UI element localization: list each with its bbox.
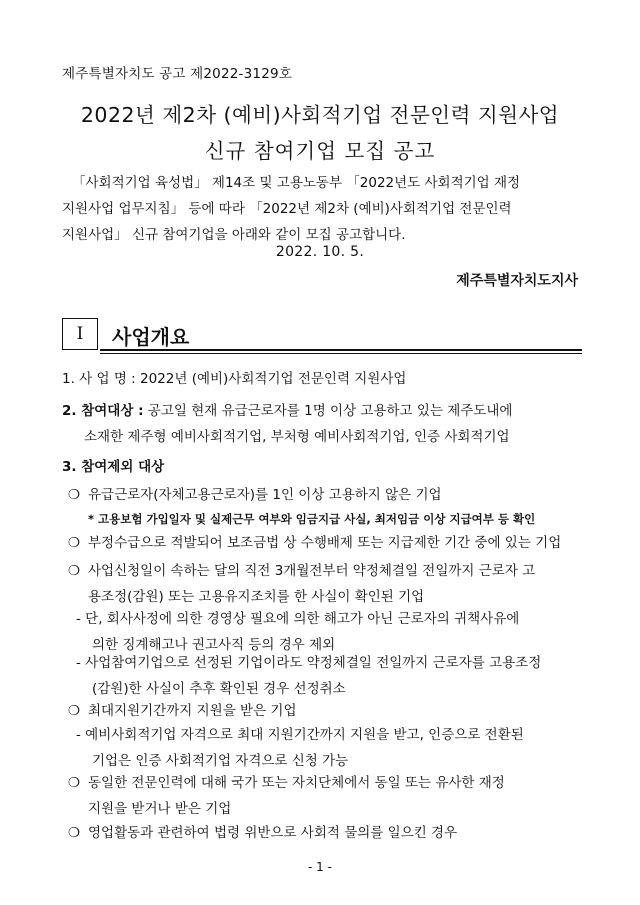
page-number: - 1 -: [308, 860, 332, 874]
section-rule-thin: [100, 353, 582, 354]
section-header: [62, 318, 582, 352]
bullet-text: 동일한 전문인력에 대해 국가 또는 자치단체에서 동일 또는 유사한 재정: [88, 775, 505, 791]
bullet-text-cont: 용조정(감원) 또는 고용유지조치를 한 사실이 확인된 기업: [88, 589, 425, 605]
exclusion-bullet: [68, 558, 584, 610]
bullet-text: 유급근로자(자체고용근로자)를 1인 이상 고용하지 않은 기업: [88, 487, 442, 503]
bullet-circle-icon: ❍: [68, 703, 81, 719]
exclusion-bullet: [68, 820, 584, 846]
section-title: 사업개요: [112, 325, 190, 349]
bullet-note: * 고용보험 가입일자 및 실제근무 여부와 임금지급 사실, 최저임금 이상 지급여부 등 확인: [88, 512, 536, 526]
section-rule: [100, 349, 582, 351]
sub-bullet-text: - 예비사회적기업 자격으로 최대 지원기간까지 지원을 받고, 인증으로 전환된: [76, 727, 524, 743]
bullet-circle-icon: ❍: [68, 563, 81, 579]
sub-bullet-text-cont: (감원)한 사실이 추후 확인된 경우 선정취소: [92, 681, 346, 697]
notice-date: 2022. 10. 5.: [275, 244, 365, 260]
issuer-name: 제주특별자치도지사: [456, 273, 578, 289]
document-title: 2022년 제2차 (예비)사회적기업 전문인력 지원사업: [80, 103, 560, 127]
sub-bullet-text-cont: 의한 징계해고나 권고사직 등의 경우 제외: [92, 637, 336, 653]
item-project-name: [62, 366, 406, 392]
sub-bullet-text: - 단, 회사사정에 의한 경영상 필요에 의한 해고가 아닌 근로자의 귀책사유에: [76, 611, 520, 627]
sub-bullet-text-cont: 기업은 인증 사회적기업 자격으로 신청 가능: [92, 753, 349, 769]
bullet-circle-icon: ❍: [68, 487, 81, 503]
section-number: Ⅰ: [62, 318, 98, 350]
notice-number: 제주특별자치도 공고 제2022-3129호: [62, 66, 293, 82]
intro-line: 지원사업 업무지침」 등에 따라 「2022년 제2차 (예비)사회적기업 전문인력: [62, 201, 512, 217]
intro-line: 지원사업」 신규 참여기업을 아래와 같이 모집 공고합니다.: [62, 227, 406, 243]
item-value: 공고일 현재 유급근로자를 1명 이상 고용하고 있는 제주도내에: [147, 403, 513, 419]
bullet-text: 사업신청일이 속하는 달의 직전 3개월전부터 약정체결일 전일까지 근로자 고: [88, 563, 536, 579]
exclusion-bullet: [68, 530, 584, 556]
bullet-text: 영업활동과 관련하여 법령 위반으로 사회적 물의를 일으킨 경우: [88, 825, 458, 841]
sub-bullet: [76, 650, 541, 702]
item-eligibility: [62, 398, 512, 450]
document-subtitle: 신규 참여기업 모집 공고: [204, 139, 436, 163]
sub-bullet-text: - 사업참여기업으로 선정된 기업이라도 약정체결일 전일까지 근로자를 고용조정: [76, 655, 542, 671]
exclusion-bullet: [68, 770, 584, 822]
exclusion-bullet: [68, 482, 584, 508]
bullet-circle-icon: ❍: [68, 535, 81, 551]
sub-bullet: [76, 722, 524, 774]
item-value-cont: 소재한 제주형 예비사회적기업, 부처형 예비사회적기업, 인증 사회적기업: [84, 429, 510, 445]
bullet-circle-icon: ❍: [68, 775, 81, 791]
item-value: 2022년 (예비)사회적기업 전문인력 지원사업: [140, 371, 407, 387]
item-label: 3. 참여제외 대상: [62, 459, 165, 475]
exclusion-bullet: [68, 698, 584, 724]
bullet-circle-icon: ❍: [68, 825, 81, 841]
item-label: 1. 사 업 명 :: [62, 371, 136, 387]
intro-paragraph: [62, 170, 582, 248]
intro-line: 「사회적기업 육성법」 제14조 및 고용노동부 「2022년도 사회적기업 재정: [72, 175, 521, 191]
bullet-text: 부정수급으로 적발되어 보조금법 상 수행배제 또는 지급제한 기간 중에 있는 기업: [88, 535, 562, 551]
bullet-text: 최대지원기간까지 지원을 받은 기업: [88, 703, 297, 719]
bullet-text-cont: 지원을 받거나 받은 기업: [88, 801, 232, 817]
item-label: 2. 참여대상 :: [62, 403, 144, 419]
item-exclusions: [62, 454, 164, 480]
